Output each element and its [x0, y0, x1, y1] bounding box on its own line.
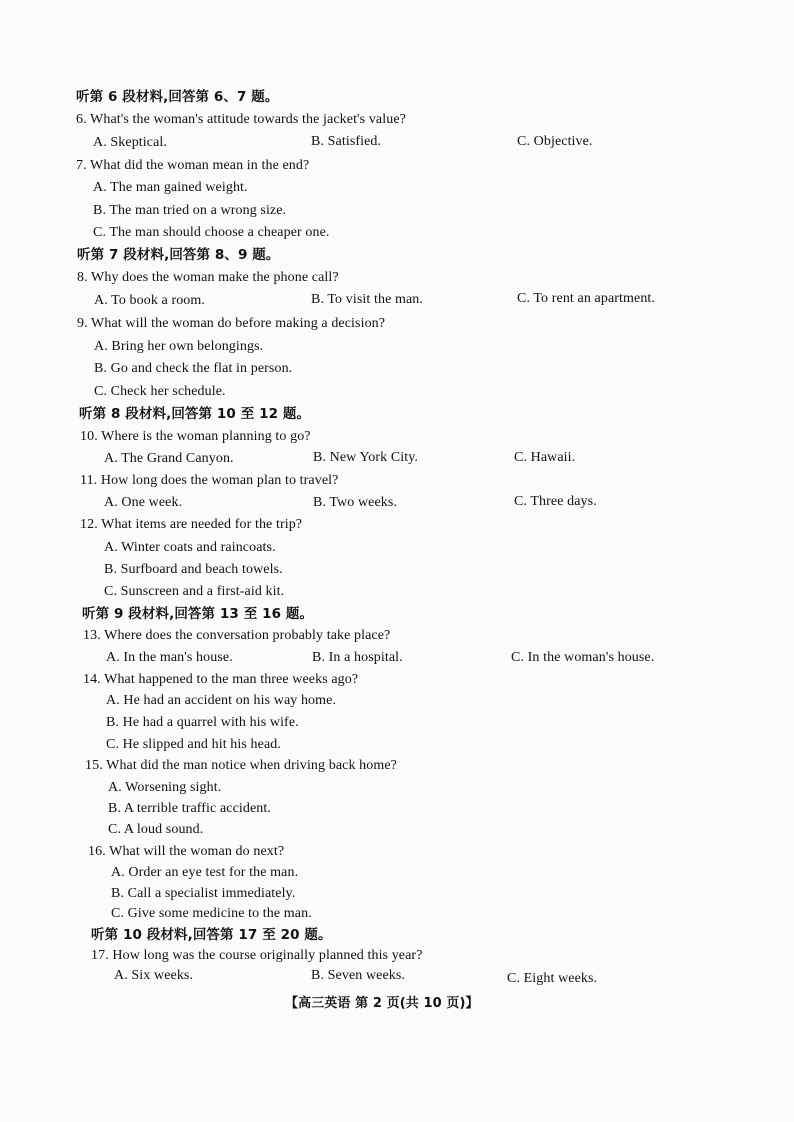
page-footer: 【高三英语 第 2 页(共 10 页)】 [285, 996, 479, 1011]
question-stem: 7. What did the woman mean in the end? [76, 158, 310, 173]
question-stem: 12. What items are needed for the trip? [80, 517, 303, 532]
option: B. A terrible traffic accident. [108, 801, 271, 816]
option: B. New York City. [313, 450, 419, 465]
option: C. Objective. [517, 134, 593, 149]
option: A. Skeptical. [93, 135, 168, 150]
option: C. To rent an apartment. [517, 291, 656, 306]
option: C. A loud sound. [108, 822, 204, 837]
option: B. Call a specialist immediately. [111, 886, 296, 901]
option: B. Surfboard and beach towels. [104, 562, 283, 577]
option: C. Sunscreen and a first-aid kit. [104, 584, 285, 599]
section-heading: 听第 10 段材料,回答第 17 至 20 题。 [91, 927, 332, 943]
question-stem: 13. Where does the conversation probably take place? [83, 628, 391, 643]
option: A. In the man's house. [106, 650, 233, 665]
section-heading: 听第 7 段材料,回答第 8、9 题。 [77, 247, 280, 263]
option: B. To visit the man. [311, 292, 423, 307]
option: A. Winter coats and raincoats. [104, 540, 276, 555]
question-stem: 16. What will the woman do next? [88, 844, 285, 859]
question-stem: 8. Why does the woman make the phone call? [77, 270, 339, 285]
option: A. The Grand Canyon. [104, 451, 234, 466]
option: C. Give some medicine to the man. [111, 906, 312, 921]
option: C. Hawaii. [514, 450, 576, 465]
option: C. He slipped and hit his head. [106, 737, 281, 752]
section-heading: 听第 9 段材料,回答第 13 至 16 题。 [82, 606, 314, 622]
option: A. To book a room. [94, 293, 205, 308]
option: A. He had an accident on his way home. [106, 693, 337, 708]
option: B. Go and check the flat in person. [94, 361, 293, 376]
option: B. The man tried on a wrong size. [93, 203, 287, 218]
option: A. Order an eye test for the man. [111, 865, 299, 880]
question-stem: 14. What happened to the man three weeks ago? [83, 672, 359, 687]
question-stem: 11. How long does the woman plan to travel? [80, 473, 339, 488]
option: B. Two weeks. [313, 495, 398, 510]
option: A. One week. [104, 495, 183, 510]
option: B. In a hospital. [312, 650, 403, 665]
option: C. The man should choose a cheaper one. [93, 225, 330, 240]
section-heading: 听第 8 段材料,回答第 10 至 12 题。 [79, 406, 311, 422]
question-stem: 10. Where is the woman planning to go? [80, 429, 311, 444]
question-stem: 17. How long was the course originally planned this year? [91, 948, 423, 963]
option: C. Check her schedule. [94, 384, 226, 399]
question-stem: 9. What will the woman do before making a decision? [77, 316, 386, 331]
option: A. Six weeks. [114, 968, 194, 983]
option: C. Eight weeks. [507, 971, 598, 986]
option: A. Bring her own belongings. [94, 339, 264, 354]
option: C. In the woman's house. [511, 650, 655, 665]
option: A. Worsening sight. [108, 780, 222, 795]
question-stem: 15. What did the man notice when driving back home? [85, 758, 397, 773]
option: A. The man gained weight. [93, 180, 248, 195]
option: B. Seven weeks. [311, 968, 406, 983]
option: B. He had a quarrel with his wife. [106, 715, 299, 730]
question-stem: 6. What's the woman's attitude towards the jacket's value? [76, 112, 406, 127]
section-heading: 听第 6 段材料,回答第 6、7 题。 [76, 89, 279, 105]
option: B. Satisfied. [311, 134, 382, 149]
option: C. Three days. [514, 494, 597, 509]
